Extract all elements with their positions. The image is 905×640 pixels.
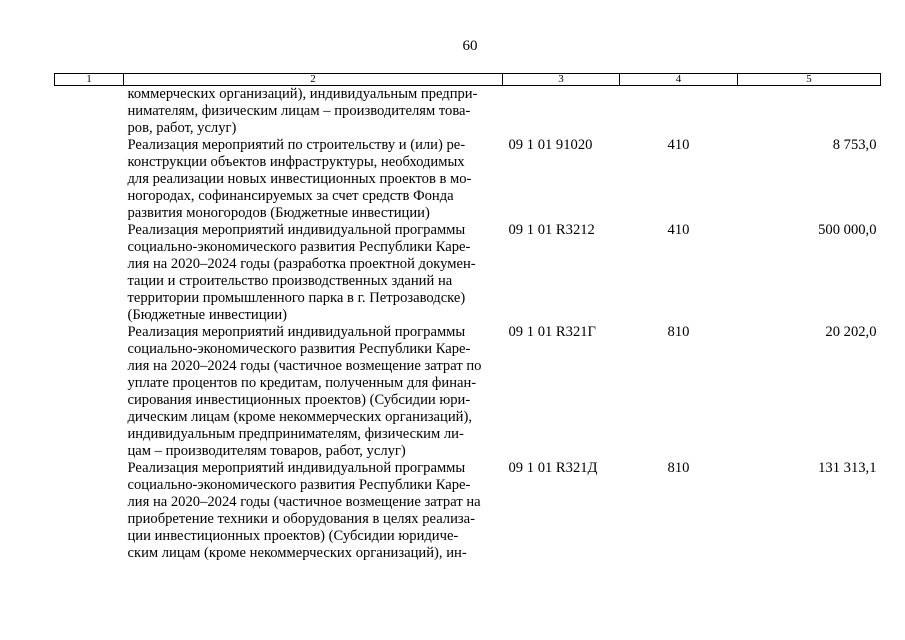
description-line: социально-экономического развития Республики Каре- (127, 341, 471, 357)
description-line: приобретение техники и оборудования в целях реализа- (127, 511, 475, 527)
row-code: 09 1 01 91020 (508, 137, 593, 153)
row-number-cell (55, 137, 124, 222)
row-description (124, 137, 503, 222)
row-description (124, 460, 503, 562)
row-description (124, 222, 503, 324)
description-line: социально-экономического развития Республики Каре- (127, 239, 471, 255)
description-line: Реализация мероприятий индивидуальной программы (127, 460, 466, 476)
row-expense-type: 810 (667, 460, 690, 476)
row-code: 09 1 01 R321Д (508, 460, 598, 476)
table-row (55, 137, 881, 222)
table-row (55, 222, 881, 324)
description-line: лия на 2020–2024 годы (разработка проектной докумен- (127, 256, 476, 272)
description-line: лия на 2020–2024 годы (частичное возмещение затрат на (127, 494, 481, 510)
description-line: индивидуальным предпринимателям, физическим ли- (127, 426, 464, 442)
row-expense-type: 810 (667, 324, 690, 340)
header-row (55, 74, 881, 86)
row-expense-type: 410 (667, 137, 690, 153)
row-number-cell (55, 324, 124, 460)
row-code (503, 86, 620, 138)
description-line: территории промышленного парка в г. Петрозаводске) (127, 290, 466, 306)
row-code: 09 1 01 R321Г (508, 324, 596, 340)
description-line: конструкции объектов инфраструктуры, необходимых (127, 154, 465, 170)
table-row (55, 86, 881, 138)
description-line: ров, работ, услуг) (127, 120, 237, 136)
row-expense-type: 410 (667, 222, 690, 238)
description-line: цам – производителям товаров, работ, услуг) (127, 443, 406, 459)
header-col-5: 5 (738, 74, 881, 86)
header-col-3: 3 (503, 74, 620, 86)
table-row (55, 460, 881, 562)
row-expense-type (620, 86, 738, 138)
row-amount: 20 202,0 (825, 324, 877, 340)
description-line: ногородах, софинансируемых за счет средств Фонда (127, 188, 454, 204)
description-line: развития моногородов (Бюджетные инвестиции) (127, 205, 430, 221)
description-line: тации и строительство производственных зданий на (127, 273, 453, 289)
row-description (124, 86, 503, 138)
description-line: нимателям, физическим лицам – производителям това- (127, 103, 471, 119)
row-amount (738, 86, 881, 138)
header-col-1: 1 (55, 74, 124, 86)
description-line: (Бюджетные инвестиции) (127, 307, 288, 323)
description-line: коммерческих организаций), индивидуальным предпри- (127, 86, 478, 102)
description-line: для реализации новых инвестиционных проектов в мо- (127, 171, 472, 187)
header-col-4: 4 (620, 74, 738, 86)
description-line: уплате процентов по кредитам, полученным для финан- (127, 375, 477, 391)
description-line: Реализация мероприятий индивидуальной программы (127, 222, 466, 238)
row-number-cell (55, 460, 124, 562)
page-number: 60 (462, 38, 478, 54)
description-line: лия на 2020–2024 годы (частичное возмещение затрат по (127, 358, 482, 374)
row-description (124, 324, 503, 460)
row-number-cell (55, 86, 124, 138)
table-body (55, 86, 881, 563)
budget-table (54, 73, 881, 562)
description-line: Реализация мероприятий индивидуальной программы (127, 324, 466, 340)
row-number-cell (55, 222, 124, 324)
description-line: социально-экономического развития Республики Каре- (127, 477, 471, 493)
row-amount: 131 313,1 (818, 460, 877, 476)
description-line: ции инвестиционных проектов) (Субсидии юридиче- (127, 528, 459, 544)
description-line: Реализация мероприятий по строительству и (или) ре- (127, 137, 466, 153)
header-col-2: 2 (124, 74, 503, 86)
table-row (55, 324, 881, 460)
table-header (55, 74, 881, 86)
description-line: сирования инвестиционных проектов) (Субсидии юри- (127, 392, 471, 408)
row-amount: 8 753,0 (832, 137, 877, 153)
row-code: 09 1 01 R3212 (508, 222, 595, 238)
row-amount: 500 000,0 (818, 222, 877, 238)
description-line: дическим лицам (кроме некоммерческих организаций), (127, 409, 472, 425)
description-line: ским лицам (кроме некоммерческих организаций), ин- (127, 545, 467, 561)
